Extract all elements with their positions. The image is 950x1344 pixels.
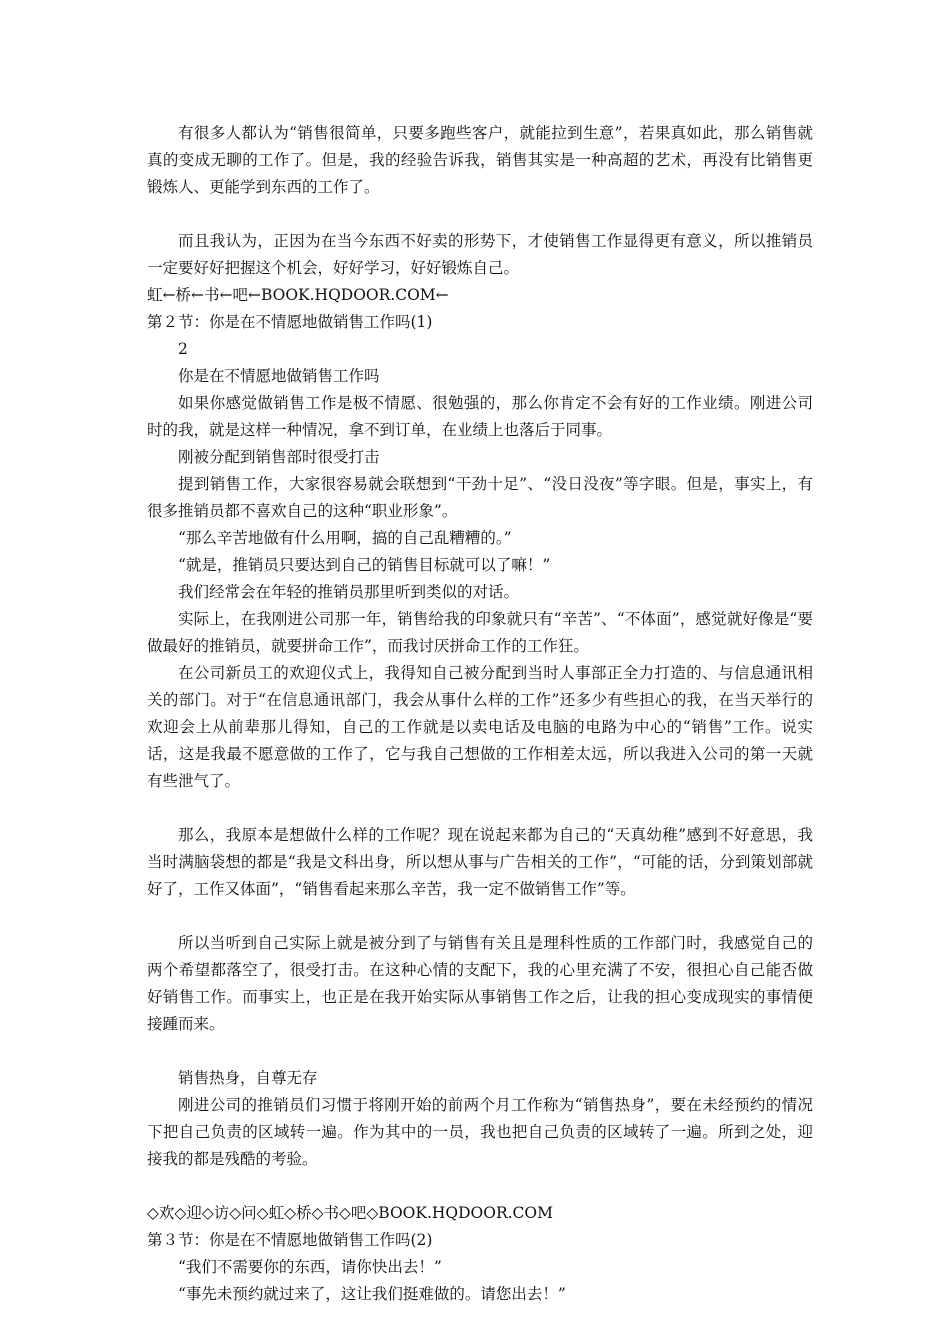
- spacer: [147, 1173, 813, 1200]
- paragraph-intro: 有很多人都认为“销售很简单，只要多跑些客户，就能拉到生意”，若果真如此，那么销售就真的变成无聊的工作了。但是，我的经验告诉我，销售其实是一种高超的艺术，再没有比销售更锻炼人、更能学到东西的工作了。: [147, 124, 813, 196]
- paragraph-opportunity: 而且我认为，正因为在当今东西不好卖的形势下，才使销售工作显得更有意义，所以推销员一定要好好把握这个机会，好好学习，好好锻炼自己。: [147, 232, 813, 277]
- spacer: [147, 201, 813, 228]
- section-3-title: 第３节：你是在不情愿地做销售工作吗(2): [147, 1231, 433, 1249]
- watermark-line-2: ◇欢◇迎◇访◇问◇虹◇桥◇书◇吧◇BOOK.HQDOOR.COM: [147, 1204, 553, 1222]
- paragraph-warmup: 刚进公司的推销员们习惯于将刚开始的前两个月工作称为“销售热身”，要在未经预约的情况下把自己负责的区域转一遍。作为其中的一员，我也把自己负责的区域转了一遍。所到之处，迎接我的都是残酷的考验。: [147, 1096, 813, 1168]
- spacer: [147, 1038, 813, 1065]
- document-body: [147, 120, 813, 1308]
- section-2-title: 第２节：你是在不情愿地做销售工作吗(1): [147, 313, 433, 331]
- quote-2: “就是，推销员只要达到自己的销售目标就可以了嘛！”: [178, 556, 551, 574]
- spacer: [147, 903, 813, 930]
- quote-1: “那么辛苦地做有什么用啊，搞的自己乱糟糟的。”: [178, 529, 512, 547]
- paragraph-disappointment: 所以当听到自己实际上就是被分到了与销售有关且是理科性质的工作部门时，我感觉自己的两个希望都落空了，很受打击。在这种心情的支配下，我的心里充满了不安，很担心自己能否做好销售工作。而事实上，也正是在我开始实际从事销售工作之后，让我的担心变成现实的事情便接踵而来。: [147, 934, 813, 1033]
- paragraph-reluctance: 如果你感觉做销售工作是极不情愿、很勉强的，那么你肯定不会有好的工作业绩。刚进公司时的我，就是这样一种情况，拿不到订单，在业绩上也落后于同事。: [147, 394, 813, 439]
- paragraph-welcome-ceremony: 在公司新员工的欢迎仪式上，我得知自己被分配到当时人事部正全力打造的、与信息通讯相关的部门。对于“在信息通讯部门，我会从事什么样的工作”还多少有些担心的我，在当天举行的欢迎会上从前辈那儿得知，自己的工作就是以卖电话及电脑的电路为中心的“销售”工作。说实话，这是我最不愿意做的工作了，它与我自己想做的工作相差太远，所以我进入公司的第一天就有些泄气了。: [147, 664, 813, 790]
- paragraph-first-year: 实际上，在我刚进公司那一年，销售给我的印象就只有“辛苦”、“不体面”，感觉就好像是“要做最好的推销员，就要拼命工作”，而我讨厌拼命工作的工作狂。: [147, 610, 813, 655]
- watermark-line-1: 虹←桥←书←吧←BOOK.HQDOOR.COM←: [147, 286, 449, 304]
- paragraph-original-wish: 那么，我原本是想做什么样的工作呢？现在说起来都为自己的“天真幼稚”感到不好意思，我当时满脑袋想的都是“我是文科出身，所以想从事与广告相关的工作”，“可能的话，分到策划部就好了，工作又体面”，“销售看起来那么辛苦，我一定不做销售工作”等。: [147, 826, 813, 898]
- paragraph-dialogue: 我们经常会在年轻的推销员那里听到类似的对话。: [178, 583, 520, 601]
- section-2-heading: 你是在不情愿地做销售工作吗: [178, 367, 380, 385]
- quote-3: “我们不需要你的东西，请你快出去！”: [178, 1258, 442, 1276]
- quote-4: “事先未预约就过来了，这让我们挺难做的。请您出去！”: [178, 1285, 566, 1303]
- spacer: [147, 795, 813, 822]
- paragraph-image: 提到销售工作，大家很容易就会联想到“干劲十足”、“没日没夜”等字眼。但是，事实上，有很多推销员都不喜欢自己的这种“职业形象”。: [147, 475, 813, 520]
- subheading-warmup: 销售热身，自尊无存: [178, 1069, 318, 1087]
- section-2-number: 2: [178, 340, 188, 358]
- subheading-assigned: 刚被分配到销售部时很受打击: [178, 448, 380, 466]
